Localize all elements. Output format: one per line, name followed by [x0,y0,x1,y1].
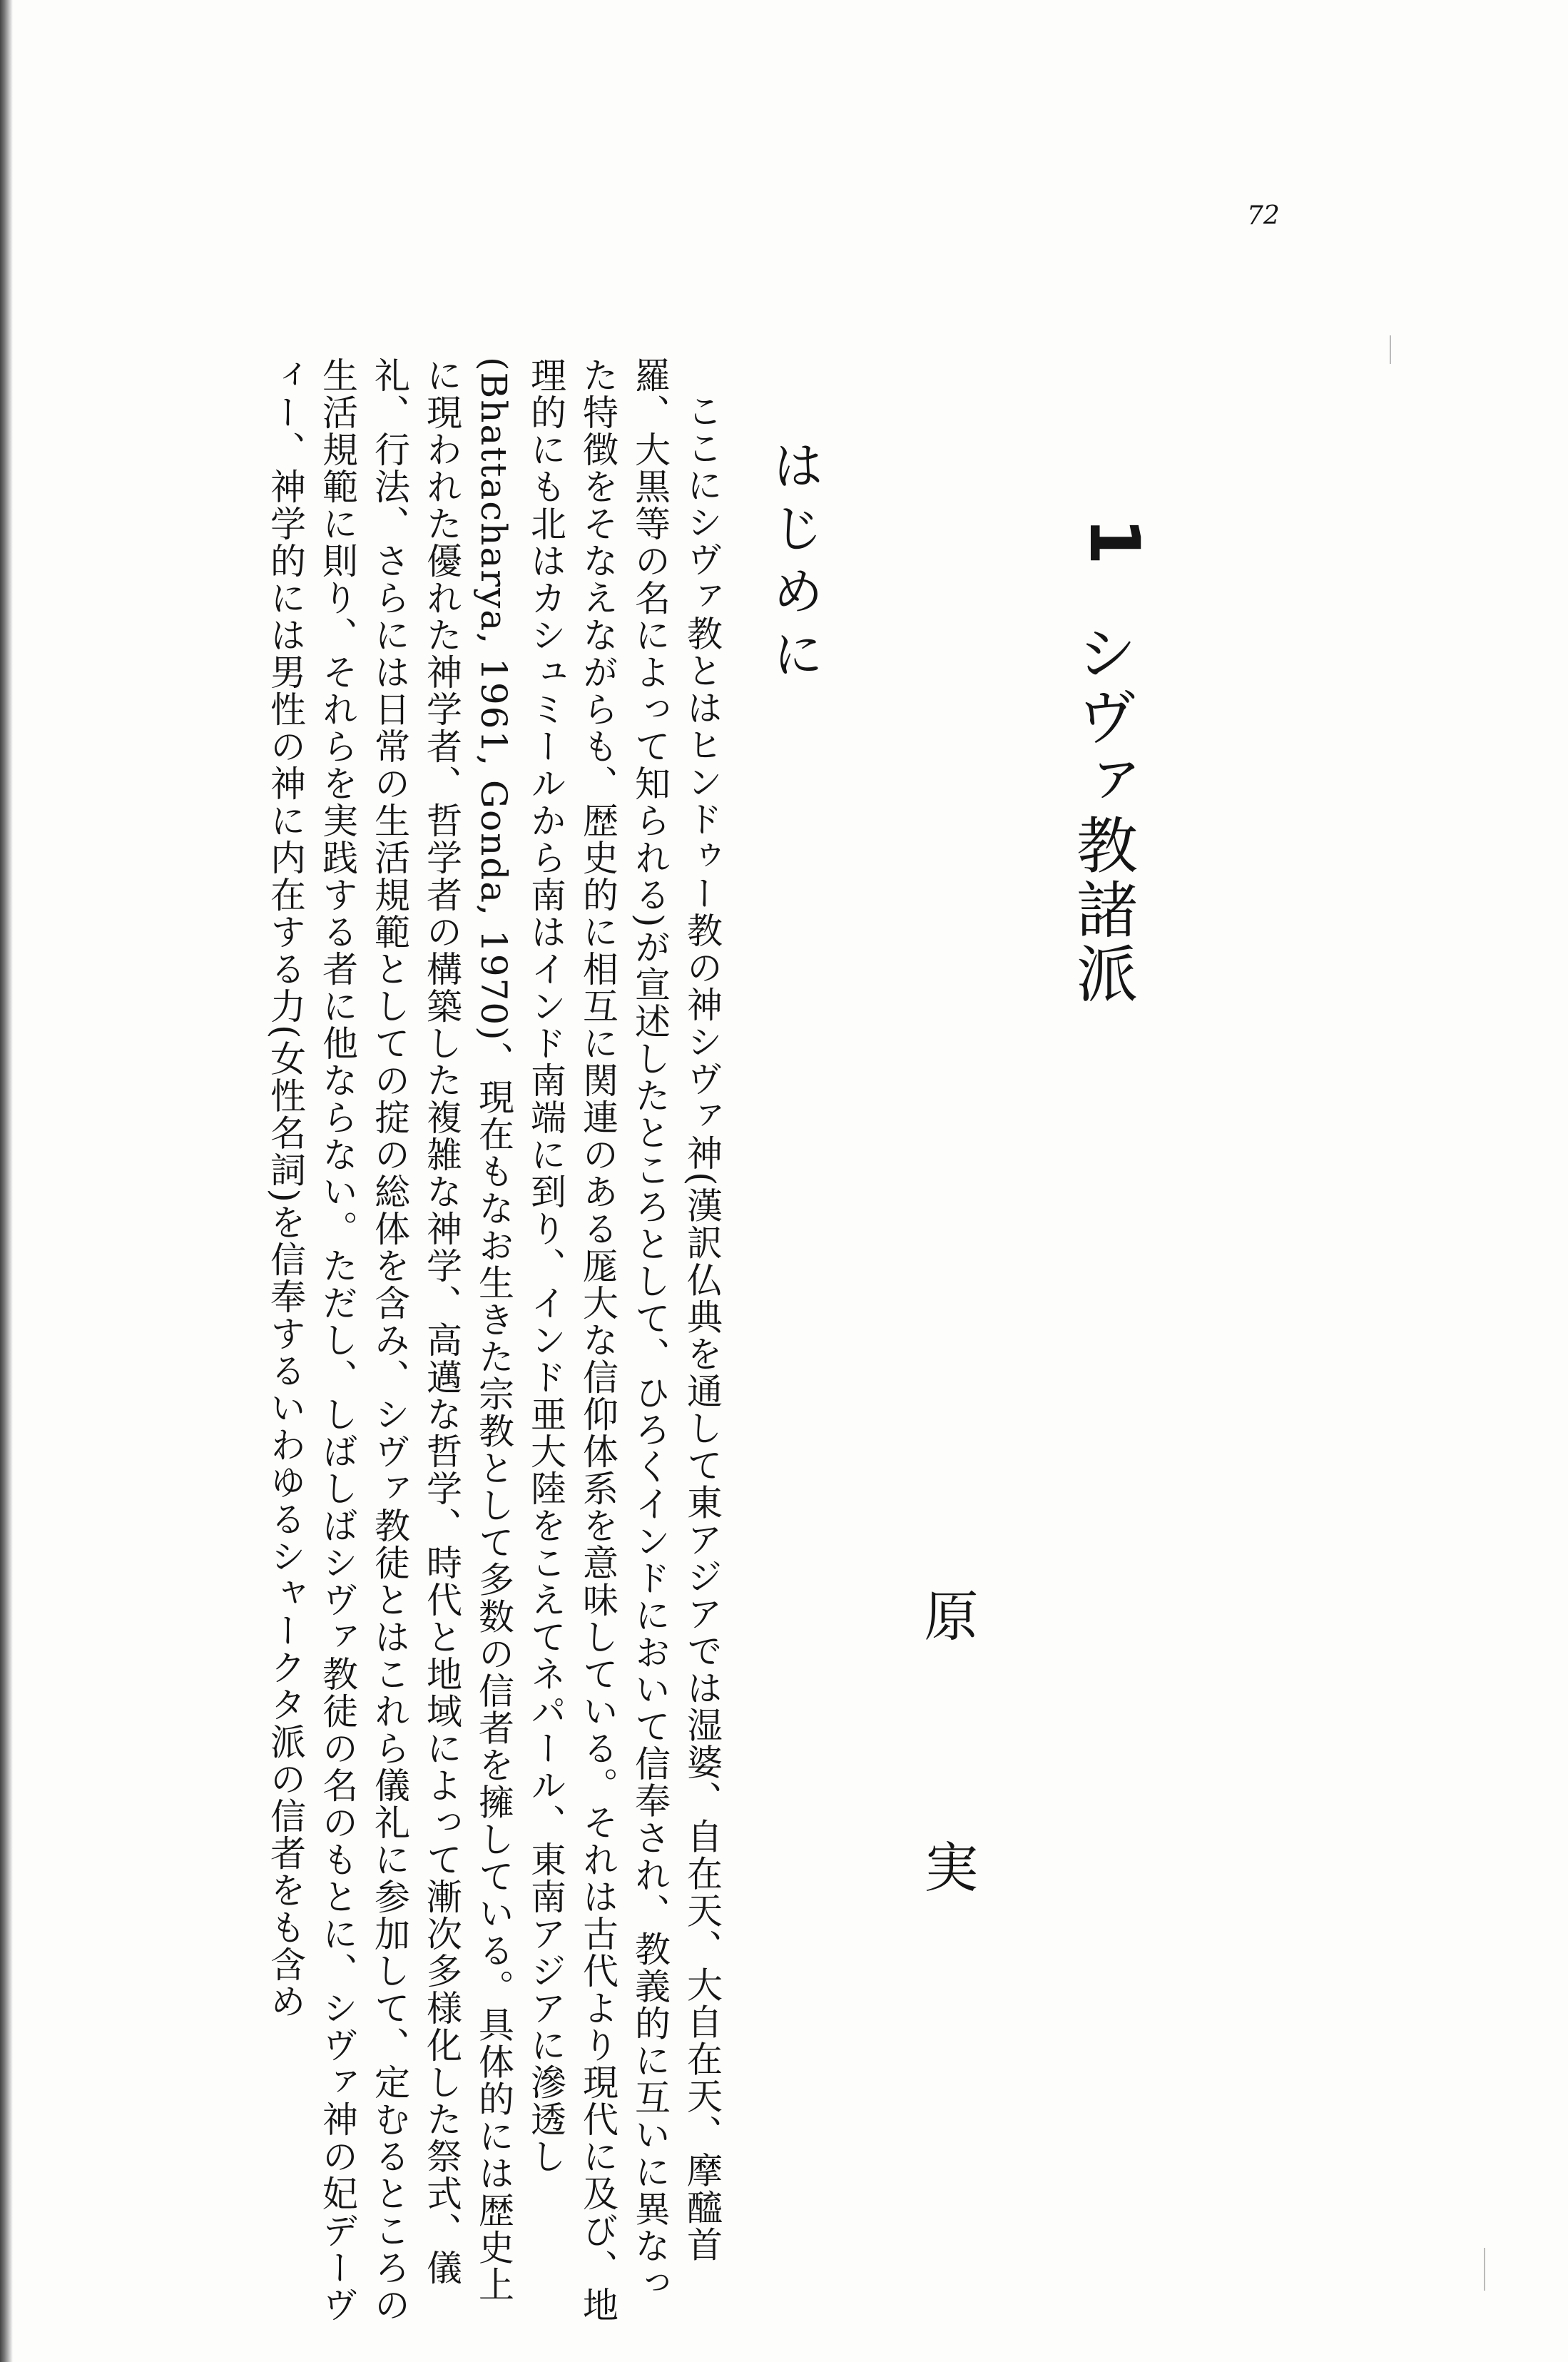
chapter-title: シヴァ教諸派 [1066,621,1137,1006]
chapter-number: 1 [1074,517,1154,565]
page-binding-shadow [0,0,13,2362]
margin-mark [1390,335,1391,364]
section-heading: はじめに [764,439,824,690]
margin-mark [1484,2248,1485,2291]
page-number: 72 [1247,201,1280,230]
body-text [57,357,728,2326]
body-paragraph: ここにシヴァ教とはヒンドゥー教の神シヴァ神(漢訳仏典を通して東アジアでは湿婆、自在天、大自在天、摩醯首羅、大黒等の名によって知られる)が宣述したところとして、ひろくインドにおいて信奉され、教義的に互いに異なった特徴をそなえながらも、歴史的に相互に関連のある厖大な信仰体系を意味している。それは古代より現代に及び、地理的にも北はカシュミールから南はインド南端に到り、インド亜大陸をこえてネパール、東南アジアに滲透し(Bhattacharya, 1961, Gonda, 1970)、現在もなお生きた宗教として多数の信者を擁している。具体的には歴史上に現われた優れた神学者、哲学者の構築した複雑な神学、高邁な哲学、時代と地域によって漸次多様化した祭式、儀礼、行法、さらには日常の生活規範としての掟の総体を含み、シヴァ教徒とはこれら儀礼に参加して、定むるところの生活規範に則り、それらを実践する者に他ならない。ただし、しばしばシヴァ教徒の名のもとに、シヴァ神の妃デーヴィー、神学的には男性の神に内在する力(女性名詞)を信奉するいわゆるシャークタ派の信者をも含め [265,357,723,2323]
author-name: 原 実 [915,1588,979,1965]
